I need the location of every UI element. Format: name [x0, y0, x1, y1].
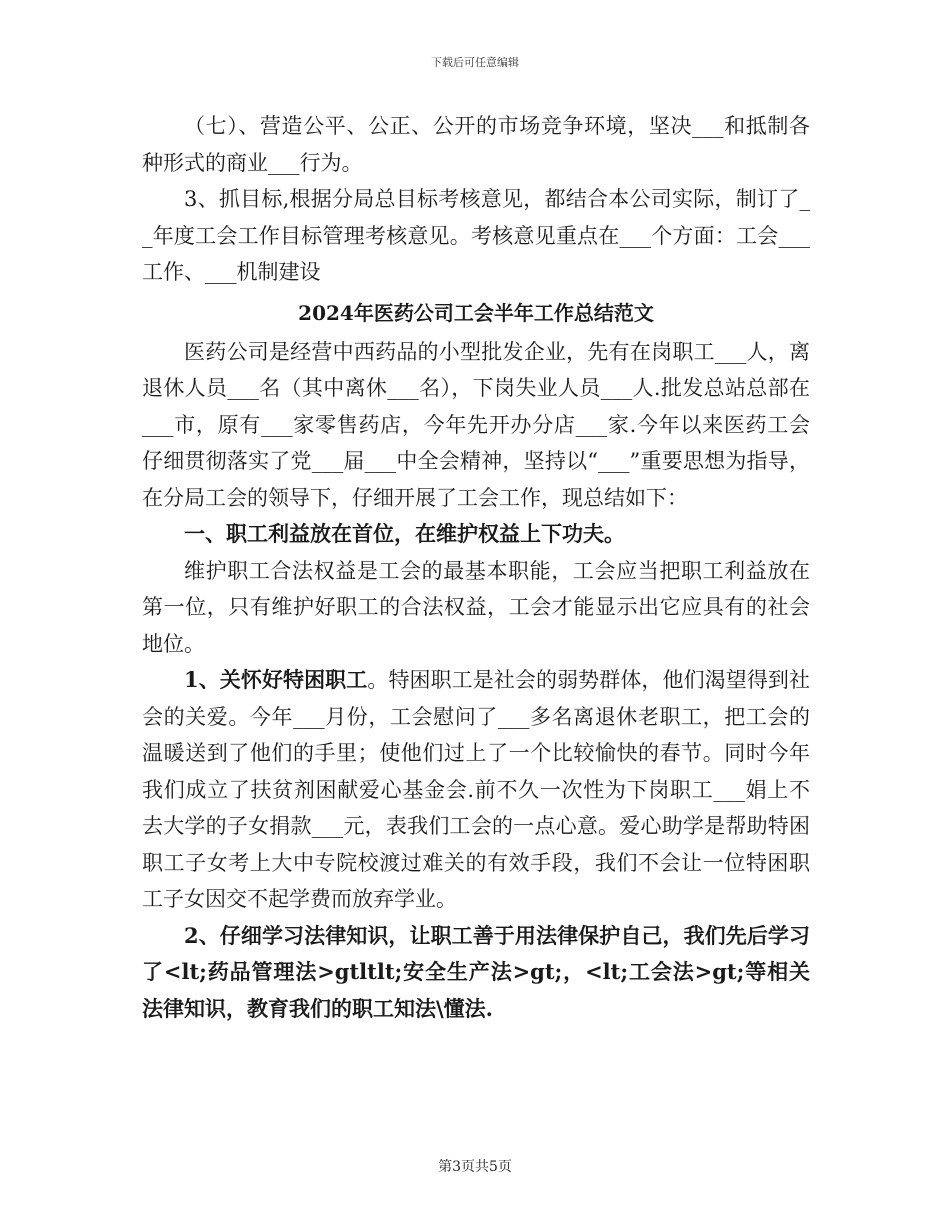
paragraph-rights: 维护职工合法权益是工会的最基本职能，工会应当把职工利益放在第一位，只有维护好职工的合法权益，工会才能显示出它应具有的社会地位。	[142, 558, 810, 656]
page-footer: 第3页共5页	[438, 1159, 512, 1175]
paragraph-law: 2、仔细学习法律知识，让职工善于用法律保护自己，我们先后学习了<lt;药品管理法>gtltlt;安全生产法>gt;，<lt;工会法>gt;等相关法律知识，教育我们的职工知法\懂法.	[142, 922, 810, 1021]
paragraph-intro: 医药公司是经营中西药品的小型批发企业，先有在岗职工___人，离退休人员___名（其中离休___名），下岗失业人员___人.批发总站总部在___市，原有___家零售药店，今年先开办分店___家.今年以来医药工会仔细贯彻落实了党___届___中全会精神，坚持以“___”重要思想为指导，在分局工会的领导下，仔细开展了工会工作，现总结如下：	[142, 339, 810, 510]
section-heading-1: 一、职工利益放在首位，在维护权益上下功夫。	[184, 521, 625, 546]
page-header: 下载后可任意编辑	[431, 56, 519, 69]
paragraph-targets: 3、抓目标,根据分局总目标考核意见，都结合本公司实际，制订了__年度工会工作目标管理考核意见。考核意见重点在___个方面：工会___工作、___机制建设	[142, 187, 810, 284]
paragraph-care	[142, 662, 810, 918]
document-body	[142, 108, 810, 1027]
document-title: 2024年医药公司工会半年工作总结范文	[298, 300, 654, 325]
paragraph-seven: （七）、营造公平、公正、公开的市场竞争环境，坚决___和抵制各种形式的商业___行为。	[142, 114, 810, 175]
subheading-care: 1、关怀好特困职工	[184, 667, 368, 692]
paragraph-care-body: 。特困职工是社会的弱势群体，他们渴望得到社会的关爱。今年___月份，工会慰问了___多名离退休老职工，把工会的温暖送到了他们的手里；使他们过上了一个比较愉快的春节。同时今年我们成立了扶贫剂困献爱心基金会.前不久一次性为下岗职工___娟上不去大学的子女捐款___元，表我们工会的一点心意。爱心助学是帮助特困职工子女考上大中专院校渡过难关的有效手段，我们不会让一位特困职工子女因交不起学费而放弃学业。	[142, 668, 810, 911]
